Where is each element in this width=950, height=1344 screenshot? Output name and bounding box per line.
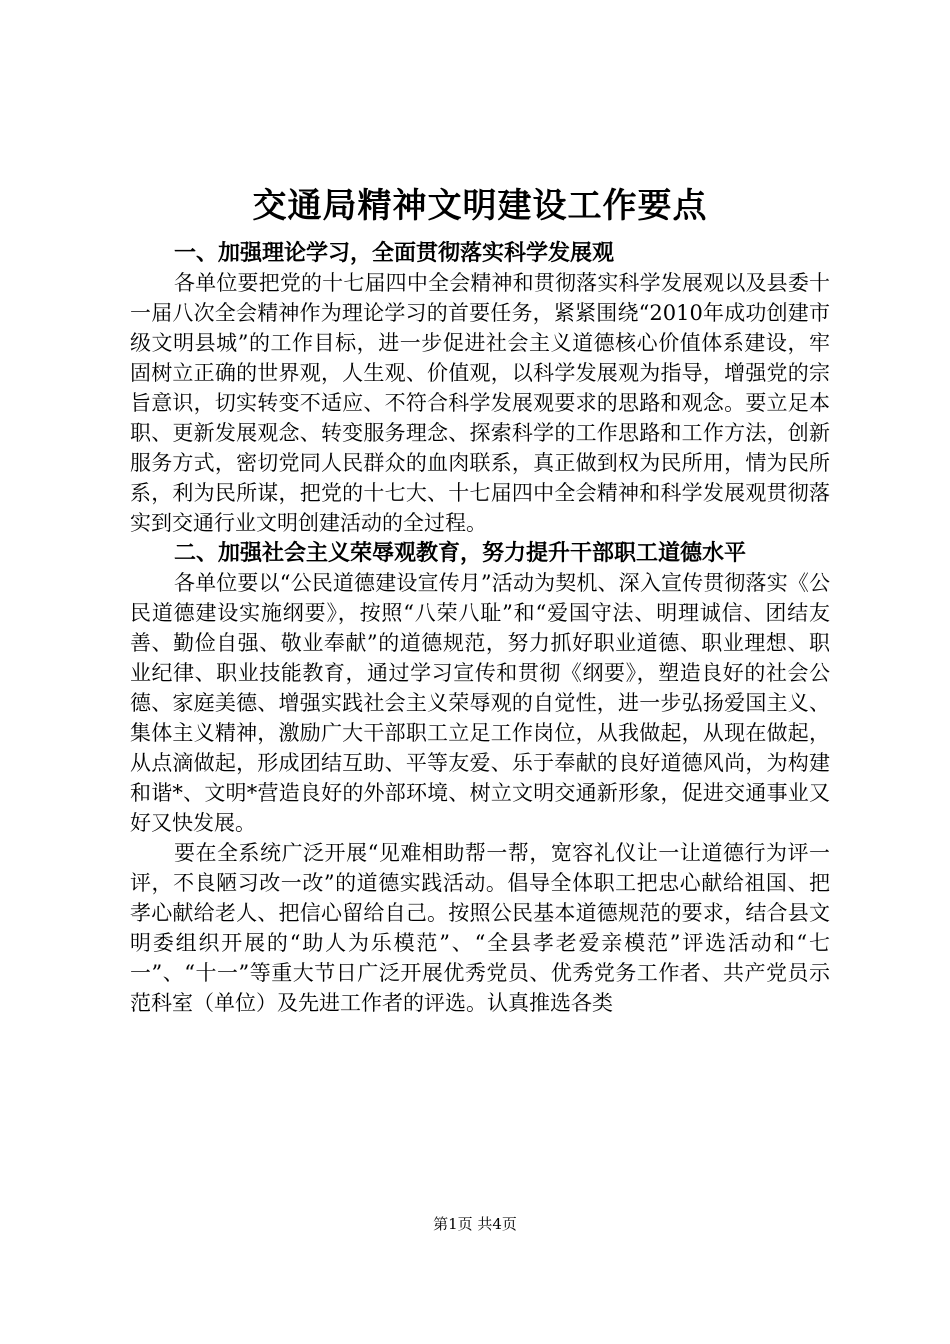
document-title: 交通局精神文明建设工作要点 (252, 186, 708, 226)
paragraph: 各单位要把党的十七届四中全会精神和贯彻落实科学发展观以及县委十一届八次全会精神作为理论学习的首要任务，紧紧围绕“2010年成功创建市级文明县城”的工作目标，进一步促进社会主义道德核心价值体系建设，牢固树立正确的世界观，人生观、价值观，以科学发展观为指导，增强党的宗旨意识，切实转变不适应、不符合科学发展观要求的思路和观念。要立足本职、更新发展观念、转变服务理念、探索科学的工作思路和工作方法，创新服务方式，密切党同人民群众的血肉联系，真正做到权为民所用，情为民所系，利为民所谋，把党的十七大、十七届四中全会精神和科学发展观贯彻落实到交通行业文明创建活动的全过程。 (130, 271, 830, 535)
section-heading: 一、加强理论学习，全面贯彻落实科学发展观 (174, 240, 615, 266)
document-page (130, 180, 830, 1018)
paragraph: 要在全系统广泛开展“见难相助帮一帮，宽容礼仪让一让道德行为评一评，不良陋习改一改”的道德实践活动。倡导全体职工把忠心献给祖国、把孝心献给老人、把信心留给自己。按照公民基本道德规范的要求，结合县文明委组织开展的“助人为乐模范”、“全县孝老爱亲模范”评选活动和“七一”、“十一”等重大节日广泛开展优秀党员、优秀党务工作者、共产党员示范科室（单位）及先进工作者的评选。认真推选各类 (130, 841, 830, 1015)
section-moral-education (130, 538, 830, 1018)
section-heading: 二、加强社会主义荣辱观教育，努力提升干部职工道德水平 (174, 540, 747, 566)
section-theory-study (130, 238, 830, 538)
paragraph: 各单位要以“公民道德建设宣传月”活动为契机、深入宣传贯彻落实《公民道德建设实施纲要》，按照“八荣八耻”和“爱国守法、明理诚信、团结友善、勤俭自强、敬业奉献”的道德规范，努力抓好职业道德、职业理想、职业纪律、职业技能教育，通过学习宣传和贯彻《纲要》，塑造良好的社会公德、家庭美德、增强实践社会主义荣辱观的自觉性，进一步弘扬爱国主义、集体主义精神，激励广大干部职工立足工作岗位，从我做起，从现在做起，从点滴做起，形成团结互助、平等友爱、乐于奉献的良好道德风尚，为构建和谐*、文明*营造良好的外部环境、树立文明交通新形象，促进交通事业又好又快发展。 (130, 571, 830, 835)
page-number-footer: 第1页 共4页 (433, 1215, 517, 1233)
